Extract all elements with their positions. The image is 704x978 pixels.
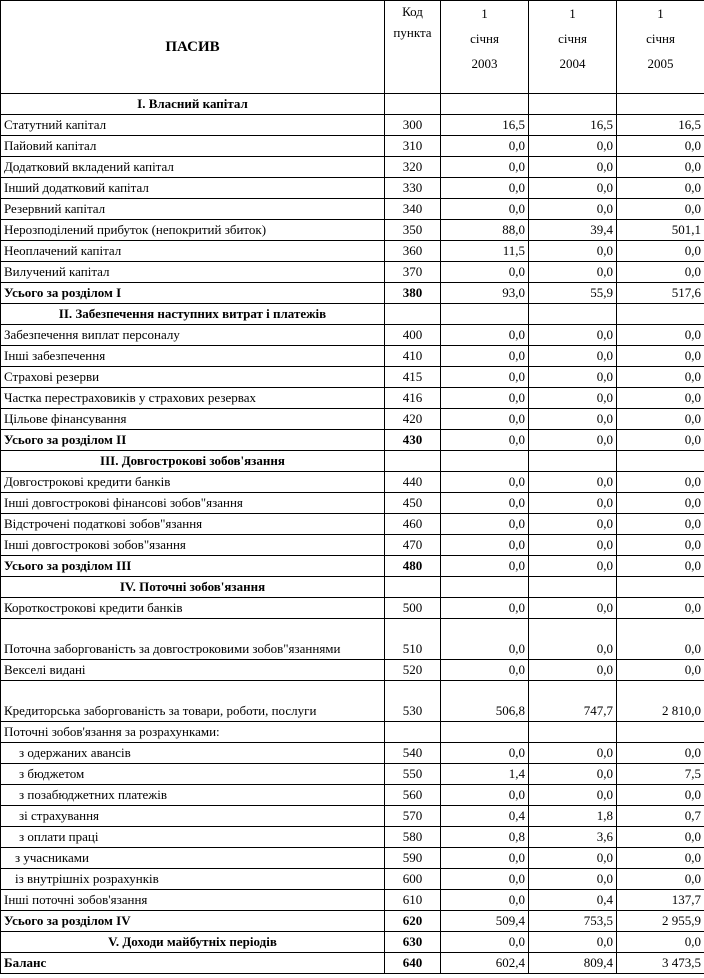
value-2005: 7,5 xyxy=(617,764,704,785)
value-2004: 753,5 xyxy=(529,911,617,932)
table-row xyxy=(1,493,704,514)
row-label: Інші поточні зобов'язання xyxy=(1,890,385,911)
table-row xyxy=(1,472,704,493)
row-label: Страхові резерви xyxy=(1,367,385,388)
row-label: ІІІ. Довгострокові зобов'язання xyxy=(1,451,385,472)
row-code: 300 xyxy=(385,115,441,136)
value-2003: 0,0 xyxy=(441,743,529,764)
table-row xyxy=(1,722,704,743)
value-2004: 0,0 xyxy=(529,136,617,157)
value-2003: 0,0 xyxy=(441,157,529,178)
value-2003 xyxy=(441,577,529,598)
row-label: Частка перестраховиків у страхових резервах xyxy=(1,388,385,409)
table-row xyxy=(1,681,704,722)
value-2005: 0,0 xyxy=(617,619,704,660)
total-row xyxy=(1,556,704,577)
row-code: 370 xyxy=(385,262,441,283)
value-2004: 809,4 xyxy=(529,953,617,974)
value-2003 xyxy=(441,304,529,325)
row-code: 630 xyxy=(385,932,441,953)
row-label: Усього за розділом ІІІ xyxy=(1,556,385,577)
row-label: Баланс xyxy=(1,953,385,974)
value-2004: 39,4 xyxy=(529,220,617,241)
row-label: зі страхування xyxy=(1,806,385,827)
value-2003: 0,0 xyxy=(441,890,529,911)
value-2003: 0,0 xyxy=(441,136,529,157)
row-label: Нерозподілений прибуток (непокритий збиток) xyxy=(1,220,385,241)
table-row xyxy=(1,388,704,409)
table-row xyxy=(1,241,704,262)
date-day: 1 xyxy=(569,6,576,21)
value-2005: 0,0 xyxy=(617,136,704,157)
value-2005: 0,0 xyxy=(617,472,704,493)
value-2005: 0,0 xyxy=(617,262,704,283)
date-day: 1 xyxy=(657,6,664,21)
section-header-row xyxy=(1,94,704,115)
row-label: Статутний капітал xyxy=(1,115,385,136)
row-code: 620 xyxy=(385,911,441,932)
value-2004: 0,0 xyxy=(529,514,617,535)
value-2003: 0,0 xyxy=(441,178,529,199)
value-2003: 0,0 xyxy=(441,514,529,535)
date-header-2003 xyxy=(441,1,529,94)
row-label: із внутрішніх розрахунків xyxy=(1,869,385,890)
value-2005: 0,0 xyxy=(617,848,704,869)
row-code: 380 xyxy=(385,283,441,304)
value-2005: 0,0 xyxy=(617,199,704,220)
sub-item-row xyxy=(1,785,704,806)
row-code: 410 xyxy=(385,346,441,367)
row-label: Довгострокові кредити банків xyxy=(1,472,385,493)
value-2003: 0,8 xyxy=(441,827,529,848)
value-2004 xyxy=(529,304,617,325)
section-header-row xyxy=(1,577,704,598)
value-2004: 0,0 xyxy=(529,848,617,869)
row-label: Інші довгострокові фінансові зобов"язання xyxy=(1,493,385,514)
sub-item-row xyxy=(1,827,704,848)
value-2005 xyxy=(617,451,704,472)
value-2005: 0,0 xyxy=(617,535,704,556)
date-year: 2005 xyxy=(647,56,674,71)
value-2004: 0,0 xyxy=(529,556,617,577)
value-2005 xyxy=(617,722,704,743)
value-2005: 0,0 xyxy=(617,325,704,346)
row-code xyxy=(385,451,441,472)
value-2003: 0,0 xyxy=(441,660,529,681)
sub-item-row xyxy=(1,764,704,785)
date-header-2004 xyxy=(529,1,617,94)
table-row xyxy=(1,157,704,178)
value-2003: 0,0 xyxy=(441,367,529,388)
code-header xyxy=(385,1,441,94)
value-2003: 0,0 xyxy=(441,848,529,869)
value-2005: 0,0 xyxy=(617,157,704,178)
row-code xyxy=(385,577,441,598)
value-2004: 0,0 xyxy=(529,785,617,806)
value-2004 xyxy=(529,577,617,598)
sub-item-row xyxy=(1,869,704,890)
total-row xyxy=(1,283,704,304)
table-row xyxy=(1,514,704,535)
value-2003: 0,0 xyxy=(441,598,529,619)
value-2003: 0,0 xyxy=(441,388,529,409)
value-2003: 0,0 xyxy=(441,785,529,806)
value-2004: 0,0 xyxy=(529,178,617,199)
value-2004: 0,0 xyxy=(529,472,617,493)
table-row xyxy=(1,598,704,619)
table-row xyxy=(1,890,704,911)
date-year: 2004 xyxy=(559,56,586,71)
value-2004 xyxy=(529,451,617,472)
date-month: січня xyxy=(558,31,587,46)
row-label: V. Доходи майбутніх періодів xyxy=(1,932,385,953)
row-code: 320 xyxy=(385,157,441,178)
total-row xyxy=(1,953,704,974)
value-2003: 1,4 xyxy=(441,764,529,785)
row-label: Усього за розділом ІІ xyxy=(1,430,385,451)
value-2004: 3,6 xyxy=(529,827,617,848)
total-row xyxy=(1,911,704,932)
row-label: Векселі видані xyxy=(1,660,385,681)
row-code: 530 xyxy=(385,681,441,722)
row-code: 520 xyxy=(385,660,441,681)
value-2004: 0,0 xyxy=(529,619,617,660)
row-label: Неоплачений капітал xyxy=(1,241,385,262)
value-2003: 506,8 xyxy=(441,681,529,722)
code-header-line2: пункта xyxy=(393,25,432,40)
date-day: 1 xyxy=(481,6,488,21)
row-code: 500 xyxy=(385,598,441,619)
row-label: Інший додатковий капітал xyxy=(1,178,385,199)
row-label: Відстрочені податкові зобов"язання xyxy=(1,514,385,535)
value-2004: 0,0 xyxy=(529,598,617,619)
value-2003: 0,0 xyxy=(441,430,529,451)
total-row xyxy=(1,430,704,451)
value-2003 xyxy=(441,451,529,472)
row-label: Забезпечення виплат персоналу xyxy=(1,325,385,346)
value-2003: 16,5 xyxy=(441,115,529,136)
sub-item-row xyxy=(1,848,704,869)
value-2005: 0,0 xyxy=(617,743,704,764)
sub-item-row xyxy=(1,806,704,827)
value-2005: 0,0 xyxy=(617,598,704,619)
value-2003: 88,0 xyxy=(441,220,529,241)
value-2005: 2 810,0 xyxy=(617,681,704,722)
value-2004: 0,0 xyxy=(529,764,617,785)
value-2004: 0,0 xyxy=(529,241,617,262)
row-code: 330 xyxy=(385,178,441,199)
value-2005: 2 955,9 xyxy=(617,911,704,932)
date-month: січня xyxy=(646,31,675,46)
row-code: 510 xyxy=(385,619,441,660)
table-row xyxy=(1,619,704,660)
value-2003: 0,0 xyxy=(441,535,529,556)
row-label: Короткострокові кредити банків xyxy=(1,598,385,619)
value-2003: 0,0 xyxy=(441,493,529,514)
value-2004: 0,0 xyxy=(529,493,617,514)
table-row xyxy=(1,262,704,283)
value-2003: 0,0 xyxy=(441,325,529,346)
value-2005: 0,7 xyxy=(617,806,704,827)
row-label: І. Власний капітал xyxy=(1,94,385,115)
header-row xyxy=(1,1,704,94)
value-2005: 0,0 xyxy=(617,660,704,681)
row-label: Пайовий капітал xyxy=(1,136,385,157)
value-2005: 0,0 xyxy=(617,827,704,848)
table-row xyxy=(1,367,704,388)
sub-item-row xyxy=(1,743,704,764)
value-2004: 0,0 xyxy=(529,325,617,346)
value-2003: 0,4 xyxy=(441,806,529,827)
value-2005: 137,7 xyxy=(617,890,704,911)
row-code: 340 xyxy=(385,199,441,220)
row-code xyxy=(385,304,441,325)
value-2004: 0,0 xyxy=(529,157,617,178)
row-code: 580 xyxy=(385,827,441,848)
value-2005: 0,0 xyxy=(617,493,704,514)
row-label: з оплати праці xyxy=(1,827,385,848)
row-label: Цільове фінансування xyxy=(1,409,385,430)
row-label: з позабюджетних платежів xyxy=(1,785,385,806)
row-label: з одержаних авансів xyxy=(1,743,385,764)
value-2005: 517,6 xyxy=(617,283,704,304)
value-2005: 501,1 xyxy=(617,220,704,241)
value-2003: 0,0 xyxy=(441,869,529,890)
value-2003: 509,4 xyxy=(441,911,529,932)
row-label: IV. Поточні зобов'язання xyxy=(1,577,385,598)
row-code: 570 xyxy=(385,806,441,827)
value-2003: 0,0 xyxy=(441,472,529,493)
value-2004: 0,0 xyxy=(529,367,617,388)
value-2004 xyxy=(529,722,617,743)
row-code: 415 xyxy=(385,367,441,388)
value-2004: 0,0 xyxy=(529,932,617,953)
value-2005: 3 473,5 xyxy=(617,953,704,974)
value-2004: 0,0 xyxy=(529,388,617,409)
row-label: Поточні зобов'язання за розрахунками: xyxy=(1,722,385,743)
value-2004: 0,0 xyxy=(529,743,617,764)
row-label: Інші довгострокові зобов"язання xyxy=(1,535,385,556)
row-code: 360 xyxy=(385,241,441,262)
row-label: Резервний капітал xyxy=(1,199,385,220)
row-label: Вилучений капітал xyxy=(1,262,385,283)
value-2005: 0,0 xyxy=(617,409,704,430)
row-label: ІІ. Забезпечення наступних витрат і платежів xyxy=(1,304,385,325)
value-2003: 0,0 xyxy=(441,262,529,283)
value-2005: 0,0 xyxy=(617,869,704,890)
row-code: 400 xyxy=(385,325,441,346)
value-2004: 747,7 xyxy=(529,681,617,722)
row-code: 610 xyxy=(385,890,441,911)
value-2004: 0,0 xyxy=(529,660,617,681)
row-code: 470 xyxy=(385,535,441,556)
value-2005: 0,0 xyxy=(617,785,704,806)
row-code: 590 xyxy=(385,848,441,869)
value-2003: 0,0 xyxy=(441,346,529,367)
value-2005 xyxy=(617,304,704,325)
table-row xyxy=(1,346,704,367)
row-code xyxy=(385,722,441,743)
value-2005 xyxy=(617,94,704,115)
table-row xyxy=(1,136,704,157)
code-header-line1: Код xyxy=(402,4,423,19)
value-2004: 1,8 xyxy=(529,806,617,827)
value-2005: 0,0 xyxy=(617,556,704,577)
row-code: 416 xyxy=(385,388,441,409)
value-2005: 0,0 xyxy=(617,178,704,199)
row-code: 640 xyxy=(385,953,441,974)
row-code: 600 xyxy=(385,869,441,890)
value-2004: 0,0 xyxy=(529,430,617,451)
value-2004: 0,0 xyxy=(529,346,617,367)
table-row xyxy=(1,115,704,136)
value-2003: 602,4 xyxy=(441,953,529,974)
value-2003 xyxy=(441,722,529,743)
value-2005: 0,0 xyxy=(617,241,704,262)
table-row xyxy=(1,660,704,681)
row-label: Кредиторська заборгованість за товари, роботи, послуги xyxy=(1,681,385,722)
row-code: 350 xyxy=(385,220,441,241)
table-row xyxy=(1,178,704,199)
value-2005: 0,0 xyxy=(617,932,704,953)
date-month: січня xyxy=(470,31,499,46)
row-code: 460 xyxy=(385,514,441,535)
value-2004: 0,0 xyxy=(529,535,617,556)
value-2005: 0,0 xyxy=(617,388,704,409)
value-2004 xyxy=(529,94,617,115)
section-header-row xyxy=(1,451,704,472)
value-2004: 55,9 xyxy=(529,283,617,304)
row-code: 430 xyxy=(385,430,441,451)
row-code: 450 xyxy=(385,493,441,514)
table-row xyxy=(1,220,704,241)
row-code: 480 xyxy=(385,556,441,577)
value-2005: 0,0 xyxy=(617,430,704,451)
row-code: 310 xyxy=(385,136,441,157)
value-2003: 0,0 xyxy=(441,556,529,577)
row-code xyxy=(385,94,441,115)
date-year: 2003 xyxy=(471,56,498,71)
row-label: Інші забезпечення xyxy=(1,346,385,367)
value-2003: 93,0 xyxy=(441,283,529,304)
row-label: Усього за розділом IV xyxy=(1,911,385,932)
value-2004: 0,0 xyxy=(529,869,617,890)
value-2003: 0,0 xyxy=(441,932,529,953)
value-2004: 0,0 xyxy=(529,199,617,220)
row-code: 560 xyxy=(385,785,441,806)
table-row xyxy=(1,199,704,220)
value-2004: 0,0 xyxy=(529,262,617,283)
row-code: 550 xyxy=(385,764,441,785)
row-label: з учасниками xyxy=(1,848,385,869)
value-2005: 0,0 xyxy=(617,367,704,388)
value-2005 xyxy=(617,577,704,598)
value-2004: 0,0 xyxy=(529,409,617,430)
table-row xyxy=(1,409,704,430)
value-2005: 0,0 xyxy=(617,346,704,367)
value-2003: 0,0 xyxy=(441,199,529,220)
date-header-2005 xyxy=(617,1,704,94)
row-code: 440 xyxy=(385,472,441,493)
row-code: 540 xyxy=(385,743,441,764)
value-2004: 16,5 xyxy=(529,115,617,136)
value-2003: 11,5 xyxy=(441,241,529,262)
value-2005: 0,0 xyxy=(617,514,704,535)
value-2003: 0,0 xyxy=(441,409,529,430)
value-2003: 0,0 xyxy=(441,619,529,660)
row-label: Додатковий вкладений капітал xyxy=(1,157,385,178)
row-label: з бюджетом xyxy=(1,764,385,785)
table-row xyxy=(1,535,704,556)
section-header-row xyxy=(1,304,704,325)
table-row xyxy=(1,325,704,346)
table-title: ПАСИВ xyxy=(1,1,385,94)
value-2005: 16,5 xyxy=(617,115,704,136)
value-2003 xyxy=(441,94,529,115)
row-label: Поточна заборгованість за довгостроковими зобов"язаннями xyxy=(1,619,385,660)
section-header-row xyxy=(1,932,704,953)
row-label: Усього за розділом І xyxy=(1,283,385,304)
value-2004: 0,4 xyxy=(529,890,617,911)
row-code: 420 xyxy=(385,409,441,430)
